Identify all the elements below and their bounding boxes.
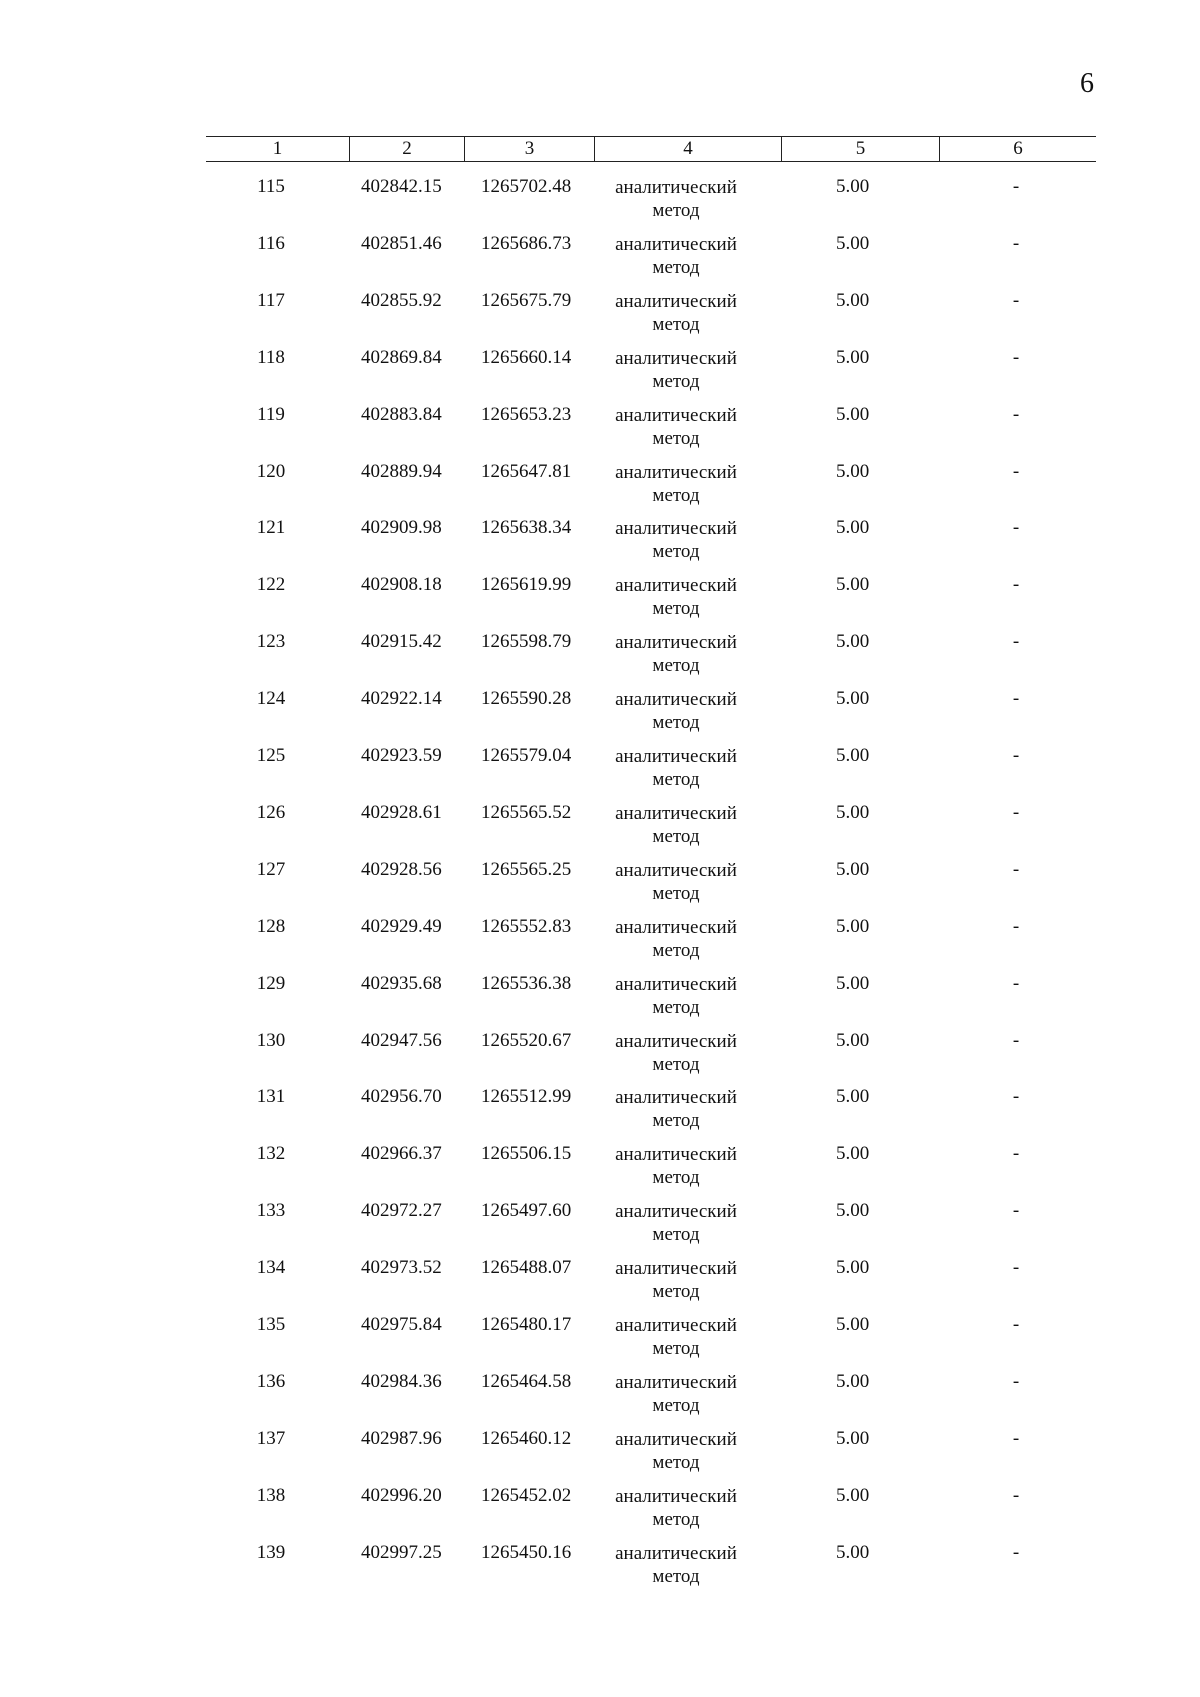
- y-coordinate-cell: 1265512.99: [481, 1086, 572, 1108]
- mean-square-error-cell: 5.00: [836, 1143, 870, 1165]
- page-number: 6: [1080, 68, 1094, 99]
- note-cell: -: [1012, 1200, 1020, 1222]
- point-number-cell: 139: [256, 1541, 286, 1563]
- point-number-cell: 131: [256, 1086, 286, 1108]
- note-cell: -: [1012, 460, 1020, 482]
- x-coordinate-cell: 402923.59: [361, 745, 442, 766]
- table-row: [206, 404, 1096, 461]
- note-cell: -: [1012, 688, 1020, 710]
- determination-method-cell: аналитический метод: [615, 1087, 737, 1132]
- table-row: [206, 631, 1096, 688]
- note-cell: -: [1012, 631, 1020, 653]
- y-coordinate-cell: 1265497.60: [481, 1200, 572, 1222]
- column-header-1: 1: [272, 138, 283, 159]
- determination-method-cell: аналитический метод: [615, 1428, 737, 1473]
- x-coordinate-cell: 402869.84: [361, 346, 442, 368]
- mean-square-error-cell: 5.00: [836, 517, 870, 539]
- x-coordinate-cell: 402883.84: [361, 403, 442, 425]
- point-number-cell: 134: [256, 1257, 286, 1279]
- y-coordinate-cell: 1265460.12: [481, 1427, 572, 1449]
- determination-method-cell: аналитический метод: [615, 177, 737, 221]
- note-cell: -: [1012, 801, 1020, 823]
- y-coordinate-cell: 1265686.73: [481, 232, 572, 254]
- x-coordinate-cell: 402889.94: [361, 460, 442, 482]
- point-number-cell: 132: [256, 1143, 286, 1165]
- note-cell: -: [1012, 232, 1020, 254]
- mean-square-error-cell: 5.00: [836, 232, 870, 254]
- table-row: [206, 1143, 1096, 1200]
- y-coordinate-cell: 1265488.07: [481, 1257, 572, 1279]
- determination-method-cell: аналитический метод: [615, 1258, 737, 1303]
- table-row: [206, 745, 1096, 802]
- note-cell: -: [1012, 745, 1020, 766]
- table-row: [206, 1030, 1096, 1087]
- table-row: [206, 233, 1096, 290]
- x-coordinate-cell: 402956.70: [361, 1086, 442, 1108]
- table-row: [206, 290, 1096, 347]
- table-row: [206, 517, 1096, 574]
- table-row: [206, 1257, 1096, 1314]
- note-cell: -: [1012, 403, 1020, 425]
- point-number-cell: 122: [256, 574, 286, 596]
- point-number-cell: 126: [256, 801, 286, 823]
- y-coordinate-cell: 1265520.67: [481, 1029, 572, 1051]
- table-row: [206, 973, 1096, 1030]
- y-coordinate-cell: 1265653.23: [481, 403, 572, 425]
- coordinates-table: [206, 136, 1096, 1587]
- note-cell: -: [1012, 1029, 1020, 1051]
- determination-method-cell: аналитический метод: [615, 233, 737, 278]
- determination-method-cell: аналитический метод: [615, 1315, 737, 1359]
- table-row: [206, 1428, 1096, 1485]
- point-number-cell: 133: [256, 1200, 286, 1222]
- y-coordinate-cell: 1265452.02: [481, 1484, 572, 1506]
- table-row: [206, 802, 1096, 859]
- mean-square-error-cell: 5.00: [836, 1314, 870, 1335]
- note-cell: -: [1012, 574, 1020, 596]
- mean-square-error-cell: 5.00: [836, 858, 870, 880]
- table-row: [206, 1314, 1096, 1371]
- mean-square-error-cell: 5.00: [836, 176, 870, 197]
- point-number-cell: 127: [256, 858, 286, 880]
- determination-method-cell: аналитический метод: [615, 802, 737, 847]
- x-coordinate-cell: 402851.46: [361, 232, 442, 254]
- column-header-6: 6: [939, 137, 1096, 161]
- table-row: [206, 1485, 1096, 1542]
- mean-square-error-cell: 5.00: [836, 631, 870, 653]
- y-coordinate-cell: 1265619.99: [481, 574, 572, 596]
- x-coordinate-cell: 402928.56: [361, 858, 442, 880]
- x-coordinate-cell: 402987.96: [361, 1427, 442, 1449]
- determination-method-cell: аналитический метод: [615, 575, 737, 620]
- mean-square-error-cell: 5.00: [836, 574, 870, 596]
- column-header-3: 3: [464, 137, 594, 161]
- y-coordinate-cell: 1265565.52: [481, 801, 572, 823]
- mean-square-error-cell: 5.00: [836, 289, 870, 311]
- column-header-5: 5: [781, 137, 939, 161]
- x-coordinate-cell: 402973.52: [361, 1257, 442, 1279]
- table-row: [206, 1542, 1096, 1599]
- x-coordinate-cell: 402966.37: [361, 1143, 442, 1165]
- determination-method-cell: аналитический метод: [615, 973, 737, 1018]
- note-cell: -: [1012, 915, 1020, 937]
- y-coordinate-cell: 1265598.79: [481, 631, 572, 653]
- note-cell: -: [1012, 1314, 1020, 1335]
- mean-square-error-cell: 5.00: [836, 1370, 870, 1392]
- note-cell: -: [1012, 1541, 1020, 1563]
- x-coordinate-cell: 402972.27: [361, 1200, 442, 1222]
- x-coordinate-cell: 402984.36: [361, 1370, 442, 1392]
- mean-square-error-cell: 5.00: [836, 460, 870, 482]
- y-coordinate-cell: 1265647.81: [481, 460, 572, 482]
- y-coordinate-cell: 1265675.79: [481, 289, 572, 311]
- table-header: [206, 136, 1096, 162]
- point-number-cell: 136: [256, 1370, 286, 1392]
- y-coordinate-cell: 1265506.15: [481, 1143, 572, 1165]
- determination-method-cell: аналитический метод: [615, 632, 737, 677]
- table-row: [206, 176, 1096, 233]
- x-coordinate-cell: 402915.42: [361, 631, 442, 653]
- determination-method-cell: аналитический метод: [615, 1371, 737, 1416]
- mean-square-error-cell: 5.00: [836, 972, 870, 994]
- mean-square-error-cell: 5.00: [836, 915, 870, 937]
- mean-square-error-cell: 5.00: [836, 801, 870, 823]
- determination-method-cell: аналитический метод: [615, 916, 737, 961]
- x-coordinate-cell: 402996.20: [361, 1484, 442, 1506]
- table-row: [206, 859, 1096, 916]
- note-cell: -: [1012, 1484, 1020, 1506]
- x-coordinate-cell: 402928.61: [361, 801, 442, 823]
- determination-method-cell: аналитический метод: [615, 461, 737, 506]
- mean-square-error-cell: 5.00: [836, 346, 870, 368]
- point-number-cell: 120: [256, 460, 286, 482]
- point-number-cell: 138: [256, 1484, 286, 1506]
- y-coordinate-cell: 1265638.34: [481, 517, 572, 539]
- x-coordinate-cell: 402929.49: [361, 915, 442, 937]
- table-row: [206, 916, 1096, 973]
- y-coordinate-cell: 1265464.58: [481, 1370, 572, 1392]
- mean-square-error-cell: 5.00: [836, 1427, 870, 1449]
- determination-method-cell: аналитический метод: [615, 290, 737, 335]
- x-coordinate-cell: 402997.25: [361, 1541, 442, 1563]
- y-coordinate-cell: 1265450.16: [481, 1541, 572, 1563]
- x-coordinate-cell: 402855.92: [361, 289, 442, 311]
- y-coordinate-cell: 1265590.28: [481, 688, 572, 710]
- point-number-cell: 123: [256, 631, 286, 653]
- x-coordinate-cell: 402909.98: [361, 517, 442, 539]
- mean-square-error-cell: 5.00: [836, 1200, 870, 1222]
- point-number-cell: 119: [257, 403, 285, 425]
- mean-square-error-cell: 5.00: [836, 688, 870, 710]
- determination-method-cell: аналитический метод: [615, 1485, 737, 1530]
- mean-square-error-cell: 5.00: [836, 1086, 870, 1108]
- point-number-cell: 125: [256, 745, 286, 766]
- x-coordinate-cell: 402922.14: [361, 688, 442, 710]
- table-row: [206, 574, 1096, 631]
- table-row: [206, 1086, 1096, 1143]
- determination-method-cell: аналитический метод: [615, 1030, 737, 1075]
- determination-method-cell: аналитический метод: [615, 404, 737, 449]
- mean-square-error-cell: 5.00: [836, 403, 870, 425]
- table-row: [206, 1200, 1096, 1257]
- point-number-cell: 121: [256, 517, 286, 539]
- note-cell: -: [1012, 1257, 1020, 1279]
- point-number-cell: 128: [256, 915, 286, 937]
- note-cell: -: [1012, 1427, 1020, 1449]
- note-cell: -: [1012, 346, 1020, 368]
- determination-method-cell: аналитический метод: [615, 746, 737, 790]
- determination-method-cell: аналитический метод: [615, 1201, 737, 1246]
- table-row: [206, 347, 1096, 404]
- mean-square-error-cell: 5.00: [836, 745, 870, 766]
- note-cell: -: [1012, 517, 1020, 539]
- determination-method-cell: аналитический метод: [615, 859, 737, 904]
- mean-square-error-cell: 5.00: [836, 1541, 870, 1563]
- note-cell: -: [1012, 1370, 1020, 1392]
- note-cell: -: [1012, 1086, 1020, 1108]
- point-number-cell: 116: [257, 232, 285, 254]
- point-number-cell: 129: [256, 972, 286, 994]
- table-row: [206, 688, 1096, 745]
- y-coordinate-cell: 1265660.14: [481, 346, 572, 368]
- determination-method-cell: аналитический метод: [615, 1542, 737, 1587]
- y-coordinate-cell: 1265552.83: [481, 915, 572, 937]
- point-number-cell: 135: [256, 1314, 286, 1335]
- note-cell: -: [1012, 972, 1020, 994]
- note-cell: -: [1012, 858, 1020, 880]
- note-cell: -: [1012, 176, 1020, 197]
- y-coordinate-cell: 1265579.04: [481, 745, 572, 766]
- determination-method-cell: аналитический метод: [615, 518, 737, 563]
- column-header-2: 2: [349, 137, 464, 161]
- y-coordinate-cell: 1265702.48: [481, 176, 572, 197]
- table-row: [206, 461, 1096, 518]
- point-number-cell: 115: [257, 176, 285, 197]
- point-number-cell: 117: [257, 289, 285, 311]
- determination-method-cell: аналитический метод: [615, 1144, 737, 1189]
- x-coordinate-cell: 402975.84: [361, 1314, 442, 1335]
- y-coordinate-cell: 1265565.25: [481, 858, 572, 880]
- table-row: [206, 1371, 1096, 1428]
- mean-square-error-cell: 5.00: [836, 1029, 870, 1051]
- x-coordinate-cell: 402908.18: [361, 574, 442, 596]
- determination-method-cell: аналитический метод: [615, 689, 737, 734]
- mean-square-error-cell: 5.00: [836, 1257, 870, 1279]
- x-coordinate-cell: 402842.15: [361, 176, 442, 197]
- point-number-cell: 124: [256, 688, 286, 710]
- point-number-cell: 130: [256, 1029, 286, 1051]
- column-header-4: 4: [594, 137, 781, 161]
- mean-square-error-cell: 5.00: [836, 1484, 870, 1506]
- note-cell: -: [1012, 1143, 1020, 1165]
- determination-method-cell: аналитический метод: [615, 347, 737, 392]
- point-number-cell: 137: [256, 1427, 286, 1449]
- point-number-cell: 118: [257, 346, 285, 368]
- y-coordinate-cell: 1265480.17: [481, 1314, 572, 1335]
- x-coordinate-cell: 402947.56: [361, 1029, 442, 1051]
- note-cell: -: [1012, 289, 1020, 311]
- y-coordinate-cell: 1265536.38: [481, 972, 572, 994]
- x-coordinate-cell: 402935.68: [361, 972, 442, 994]
